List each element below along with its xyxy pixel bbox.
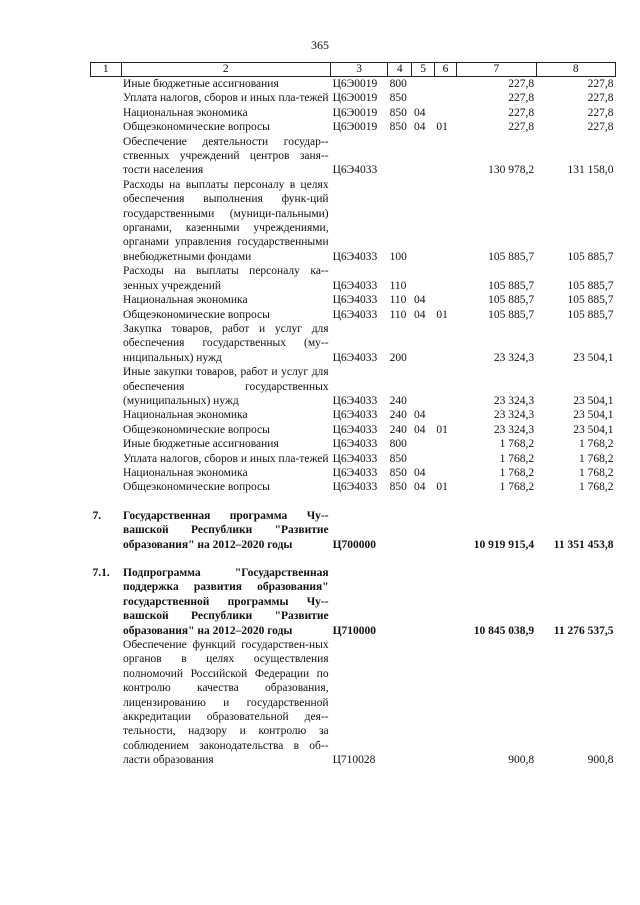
page-number: 365 — [311, 38, 329, 52]
section: 04 — [413, 106, 426, 119]
amount-year-2: 900,8 — [587, 754, 614, 767]
expense-name: Общеэкономические вопросы — [123, 481, 270, 494]
expense-type: 850 — [389, 481, 407, 494]
expense-type: 110 — [389, 308, 407, 321]
amount-year-2: 11 276 537,5 — [553, 624, 614, 637]
amount-year-2: 11 351 453,8 — [553, 538, 614, 551]
target-code: Ц6Э4033 — [332, 466, 378, 479]
section: 04 — [413, 423, 426, 436]
subsection — [434, 365, 456, 408]
row-number — [91, 322, 122, 365]
amount-year-2: 23 504,1 — [573, 409, 614, 422]
header-cell-7: 7 — [457, 63, 536, 77]
amount-year-1: 227,8 — [508, 78, 535, 90]
subsection — [434, 293, 456, 307]
expense-type — [388, 135, 412, 178]
expense-name: Иные бюджетные ассигнования — [123, 438, 279, 451]
amount-year-1: 130 978,2 — [488, 164, 535, 177]
table-body — [91, 77, 616, 768]
subsection — [434, 638, 456, 768]
table-row — [91, 423, 616, 437]
expense-name: Общеэкономические вопросы — [123, 308, 270, 321]
amount-year-1: 23 324,3 — [493, 394, 535, 407]
table-row — [91, 638, 616, 768]
subsection — [434, 77, 456, 92]
table-row — [91, 178, 616, 264]
amount-year-1: 227,8 — [508, 106, 535, 119]
section — [412, 264, 434, 293]
amount-year-1: 105 885,7 — [488, 279, 535, 292]
header-cell-4: 4 — [388, 63, 412, 77]
expense-type: 850 — [389, 121, 407, 134]
subsection — [434, 466, 456, 480]
table-row — [91, 135, 616, 178]
table-row — [91, 293, 616, 307]
expense-name: Уплата налогов, сборов и иных пла-тежей — [123, 452, 329, 465]
amount-year-2: 227,8 — [587, 106, 614, 119]
row-spacer — [91, 495, 616, 509]
amount-year-2: 131 158,0 — [567, 164, 614, 177]
row-number — [91, 293, 122, 307]
amount-year-2: 227,8 — [587, 92, 614, 105]
expense-name: Иные закупки товаров, работ и услуг для обеспечения государственных (муниципальных) нужд — [123, 366, 329, 407]
amount-year-1: 105 885,7 — [488, 294, 535, 307]
section — [412, 452, 434, 466]
expense-type: 240 — [389, 394, 407, 407]
spacer-cell — [91, 552, 616, 566]
target-code: Ц6Э4033 — [332, 308, 378, 321]
amount-year-1: 1 768,2 — [499, 438, 535, 451]
expense-type: 800 — [389, 438, 407, 451]
section: 04 — [413, 308, 426, 321]
amount-year-2: 227,8 — [587, 121, 614, 134]
expense-type: 240 — [389, 423, 407, 436]
expense-type — [388, 566, 412, 638]
target-code: Ц700000 — [332, 538, 377, 551]
amount-year-1: 900,8 — [508, 754, 535, 767]
expense-name: Обеспечение функций государствен-ных органов в целях осуществления полномочий Российской Федерации по контролю качества образования, лицензированию и государственной аккредитации образовательной дея-тельности, надзору и контролю за соблюдением законодательства в об-ласти образования — [123, 639, 329, 767]
subsection: 01 — [436, 423, 448, 436]
spacer-cell — [91, 495, 616, 509]
table-header — [91, 63, 616, 77]
expense-name: Национальная экономика — [123, 466, 248, 479]
row-number — [91, 106, 122, 120]
target-code: Ц6Э4033 — [332, 250, 378, 263]
row-number — [91, 178, 122, 264]
amount-year-1: 10 845 038,9 — [473, 624, 535, 637]
expense-type: 850 — [389, 92, 407, 105]
header-cell-1: 1 — [91, 63, 122, 77]
row-number — [91, 365, 122, 408]
budget-table — [90, 62, 616, 768]
header-cell-6: 6 — [434, 63, 456, 77]
subsection — [434, 91, 456, 105]
expense-name: Национальная экономика — [123, 409, 248, 422]
expense-name: Уплата налогов, сборов и иных пла-тежей — [123, 92, 329, 105]
expense-name: Национальная экономика — [123, 106, 248, 119]
expense-type: 100 — [389, 250, 407, 263]
expense-name: Расходы на выплаты персоналу в целях обеспечения выполнения функ-ций государственными (муници-пальными) органами, казенными учреждениями, органами управления государственными внебюджетными фондами — [123, 178, 329, 263]
expense-name: Обеспечение деятельности государ-ственных учреждений центров заня-тости населения — [123, 135, 329, 177]
table-row — [91, 77, 616, 92]
header-cell-3: 3 — [331, 63, 388, 77]
section — [412, 178, 434, 264]
header-row — [91, 63, 616, 77]
expense-type: 850 — [389, 452, 407, 465]
table-row — [91, 91, 616, 105]
row-number: 7.1. — [92, 567, 110, 579]
table-row — [91, 480, 616, 494]
section: 04 — [413, 466, 426, 479]
subsection — [434, 566, 456, 638]
section: 04 — [413, 409, 426, 422]
row-number — [91, 308, 122, 322]
expense-name: Подпрограмма "Государственная поддержка развития образования" государственной программы Чу-вашской Республики "Развитие образования" на 2012–2020 годы — [123, 567, 329, 637]
target-code: Ц6Э0019 — [332, 121, 378, 134]
row-spacer — [91, 552, 616, 566]
subsection — [434, 106, 456, 120]
expense-name: Общеэкономические вопросы — [123, 423, 270, 436]
section — [412, 77, 434, 92]
amount-year-2: 23 504,1 — [573, 351, 614, 364]
header-cell-8: 8 — [536, 63, 615, 77]
target-code: Ц6Э4033 — [332, 438, 378, 451]
table-row — [91, 308, 616, 322]
row-number — [91, 466, 122, 480]
expense-type — [388, 509, 412, 552]
amount-year-1: 23 324,3 — [493, 423, 535, 436]
target-code: Ц6Э4033 — [332, 409, 378, 422]
row-number — [91, 77, 122, 92]
header-cell-2: 2 — [121, 63, 331, 77]
subsection — [434, 509, 456, 552]
amount-year-1: 1 768,2 — [499, 481, 535, 494]
row-number: 7. — [92, 509, 102, 522]
amount-year-1: 10 919 915,4 — [473, 538, 535, 551]
table-row — [91, 566, 616, 638]
subsection: 01 — [436, 121, 448, 134]
table-row — [91, 264, 616, 293]
section: 04 — [413, 481, 426, 494]
row-number — [91, 120, 122, 134]
table-row — [91, 466, 616, 480]
row-number — [91, 423, 122, 437]
expense-type: 240 — [389, 409, 407, 422]
amount-year-1: 23 324,3 — [493, 409, 535, 422]
target-code: Ц6Э4033 — [332, 423, 378, 436]
subsection — [434, 437, 456, 451]
table-row — [91, 437, 616, 451]
table-row — [91, 509, 616, 552]
table-row — [91, 408, 616, 422]
target-code: Ц6Э4033 — [332, 452, 378, 465]
section — [412, 135, 434, 178]
target-code: Ц6Э4033 — [332, 164, 378, 177]
row-number — [91, 408, 122, 422]
subsection — [434, 178, 456, 264]
expense-name: Закупка товаров, работ и услуг для обеспечения государственных (му-ниципальных) нужд — [123, 322, 329, 364]
row-number — [91, 135, 122, 178]
row-number — [91, 91, 122, 105]
section — [412, 509, 434, 552]
expense-type: 850 — [389, 466, 407, 479]
table-row — [91, 365, 616, 408]
row-number — [91, 452, 122, 466]
subsection — [434, 135, 456, 178]
section — [412, 437, 434, 451]
amount-year-1: 23 324,3 — [493, 351, 535, 364]
amount-year-2: 227,8 — [587, 78, 614, 90]
expense-name: Государственная программа Чу-вашской Республики "Развитие образования" на 2012–2020 годы — [123, 509, 329, 551]
section — [412, 365, 434, 408]
expense-name: Иные бюджетные ассигнования — [123, 78, 279, 90]
amount-year-2: 1 768,2 — [579, 452, 614, 465]
expense-name: Национальная экономика — [123, 294, 248, 307]
subsection — [434, 452, 456, 466]
section: 04 — [413, 294, 426, 307]
row-number — [91, 264, 122, 293]
target-code: Ц6Э0019 — [332, 106, 378, 119]
subsection — [434, 408, 456, 422]
target-code: Ц6Э0019 — [332, 78, 378, 90]
amount-year-2: 105 885,7 — [567, 279, 614, 292]
target-code: Ц6Э4033 — [332, 279, 378, 292]
amount-year-2: 1 768,2 — [579, 438, 614, 451]
subsection — [434, 264, 456, 293]
table-row — [91, 452, 616, 466]
amount-year-2: 23 504,1 — [573, 394, 614, 407]
row-number — [91, 480, 122, 494]
expense-type: 850 — [389, 106, 407, 119]
amount-year-2: 105 885,7 — [567, 294, 614, 307]
expense-type — [388, 638, 412, 768]
amount-year-1: 227,8 — [508, 92, 535, 105]
amount-year-1: 1 768,2 — [499, 466, 535, 479]
expense-name: Общеэкономические вопросы — [123, 121, 270, 134]
target-code: Ц6Э4033 — [332, 394, 378, 407]
amount-year-2: 105 885,7 — [567, 308, 614, 321]
subsection — [434, 322, 456, 365]
expense-type: 110 — [389, 294, 407, 307]
amount-year-1: 105 885,7 — [488, 308, 535, 321]
amount-year-1: 105 885,7 — [488, 250, 535, 263]
section — [412, 638, 434, 768]
amount-year-1: 1 768,2 — [499, 452, 535, 465]
table-row — [91, 106, 616, 120]
target-code: Ц6Э4033 — [332, 294, 378, 307]
header-cell-5: 5 — [412, 63, 434, 77]
expense-type: 110 — [389, 279, 407, 292]
section — [412, 566, 434, 638]
expense-type: 800 — [389, 78, 407, 90]
section — [412, 91, 434, 105]
amount-year-2: 1 768,2 — [579, 481, 614, 494]
table-row — [91, 322, 616, 365]
row-number — [91, 437, 122, 451]
table-row — [91, 120, 616, 134]
target-code: Ц710000 — [332, 624, 377, 637]
section: 04 — [413, 121, 426, 134]
row-number — [91, 638, 122, 768]
amount-year-2: 23 504,1 — [573, 423, 614, 436]
subsection: 01 — [436, 308, 448, 321]
expense-name: Расходы на выплаты персоналу ка-зенных учреждений — [123, 265, 329, 292]
section — [412, 322, 434, 365]
target-code: Ц6Э4033 — [332, 351, 378, 364]
amount-year-2: 105 885,7 — [567, 250, 614, 263]
target-code: Ц6Э0019 — [332, 92, 378, 105]
amount-year-2: 1 768,2 — [579, 466, 614, 479]
expense-type: 200 — [389, 351, 407, 364]
target-code: Ц710028 — [332, 754, 376, 767]
target-code: Ц6Э4033 — [332, 481, 378, 494]
amount-year-1: 227,8 — [508, 121, 535, 134]
subsection: 01 — [436, 481, 448, 494]
